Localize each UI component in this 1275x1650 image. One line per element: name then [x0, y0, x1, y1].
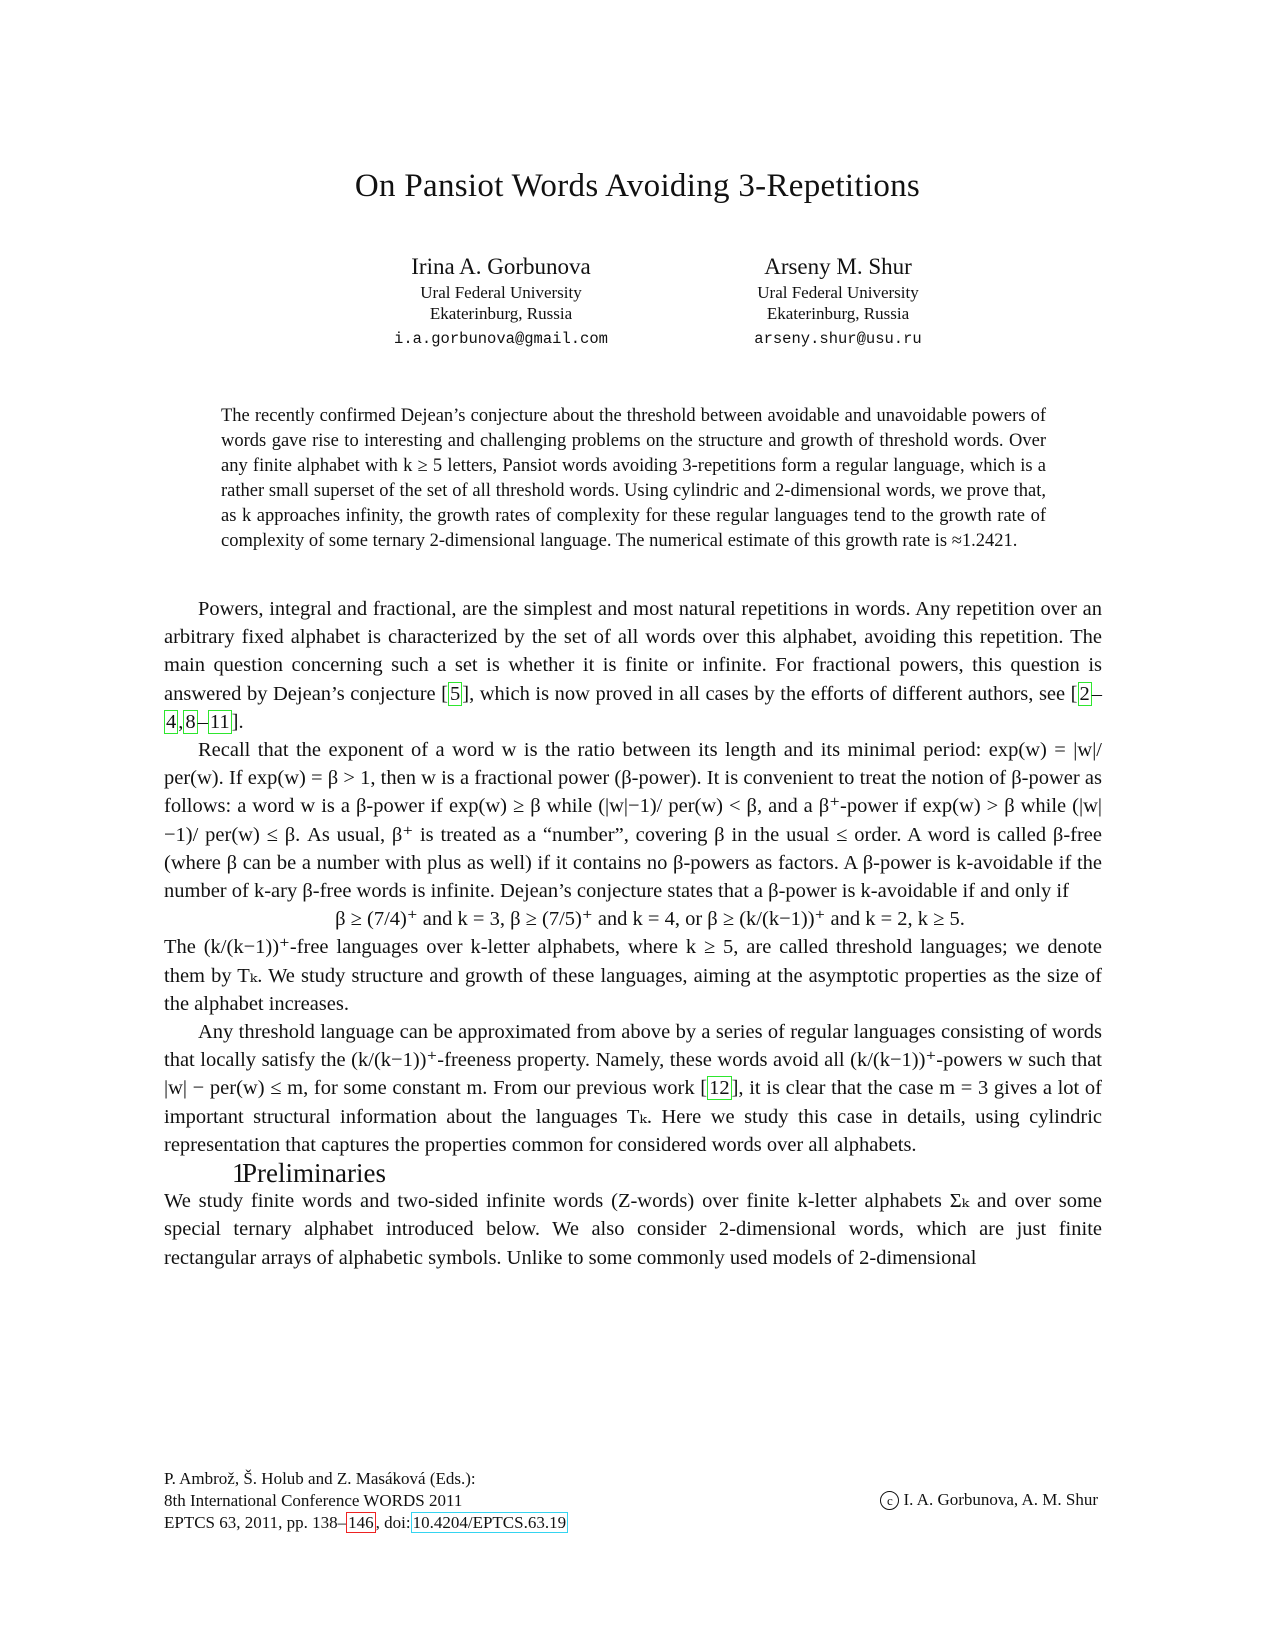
paragraph: [164, 736, 1102, 905]
section-title: Preliminaries: [242, 1158, 386, 1189]
paper-body: [164, 595, 1102, 1272]
author-location: Ekaterinburg, Russia: [429, 304, 573, 323]
author-block-2: [688, 252, 988, 354]
paragraph-text: ].: [231, 710, 244, 733]
paragraph: [164, 933, 1102, 1018]
author-email[interactable]: i.a.gorbunova@gmail.com: [394, 330, 608, 348]
doi-link[interactable]: 10.4204/EPTCS.63.19: [412, 1513, 567, 1532]
author-location: Ekaterinburg, Russia: [766, 304, 910, 323]
paragraph-text: Any threshold language can be approximated from above by a series of regular languages consisting of words that locally satisfy the (k/(k−1))⁺-freeness property. Namely, these words avoid all (k/(k−1))⁺-powers w such that |w| − per(w) ≤ m, for some constant m. From our previous work [: [164, 1021, 1102, 1100]
paragraph-text: ], it is clear that the case m = 3 gives a lot of important structural information about the languages Tₖ. Here we study this case in details, using cylindric representation that captures the properties common for considered words over all alphabets.: [164, 1077, 1102, 1156]
paragraph-text: ,: [178, 710, 184, 733]
paragraph: [164, 1018, 1102, 1159]
paragraph-text: Powers, integral and fractional, are the simplest and most natural repetitions in words. Any repetition over an arbitrary fixed alphabet is characterized by the set of all words over this alphabet, avoiding this repetition. The main question concerning such a set is whether it is finite or infinite. For fractional powers, this question is answered by Dejean’s conjecture [: [164, 598, 1102, 705]
paragraph: [164, 1187, 1102, 1272]
paragraph-text: Recall that the exponent of a word w is the ratio between its length and its minimal period: exp(w) = |w|/ per(w). If exp(w) = β > 1, then w is a fractional power (β-power). It is convenient to treat the notion of β-power as follows: a word w is a β-power if exp(w) ≥ β while (|w|−1)/ per(w) < β, and a β⁺-power if exp(w) > β while (|w|−1)/ per(w) ≤ β. As usual, β⁺ is treated as a “number”, covering β in the usual ≤ order. A word is called β-free (where β can be a number with plus as well) if it contains no β-powers as factors. A β-power is k-avoidable if the number of k-ary β-free words is infinite. Dejean’s conjecture states that a β-power is k-avoidable if and only if: [164, 739, 1102, 903]
copyright-holders: I. A. Gorbunova, A. M. Shur: [903, 1490, 1098, 1509]
paragraph-text: –: [1091, 682, 1102, 705]
copyright: [880, 1490, 1098, 1510]
citation-link[interactable]: 2: [1079, 682, 1090, 705]
author-block-1: [351, 252, 651, 354]
abstract: The recently confirmed Dejean’s conjecture about the threshold between avoidable and unavoidable powers of words gave rise to interesting and challenging problems on the structure and growth of threshold words. Over any finite alphabet with k ≥ 5 letters, Pansiot words avoiding 3-repetitions form a regular language, which is a rather small superset of the set of all threshold words. Using cylindric and 2-dimensional words, we prove that, as k approaches infinity, the growth rates of complexity for these regular languages tend to the growth rate of complexity of some ternary 2-dimensional language. The numerical estimate of this growth rate is ≈1.2421.: [221, 406, 1046, 551]
copyright-icon: c: [880, 1491, 899, 1510]
citation-link[interactable]: 5: [450, 682, 461, 705]
last-page-link[interactable]: 146: [348, 1513, 374, 1532]
author-name: Arseny M. Shur: [764, 254, 912, 279]
citation-link[interactable]: 8: [185, 710, 196, 733]
author-affiliation: Ural Federal University: [420, 283, 582, 302]
footer-conference: 8th International Conference WORDS 2011: [164, 1491, 463, 1510]
footer-series: EPTCS 63, 2011, pp. 138–: [164, 1513, 347, 1532]
author-email[interactable]: arseny.shur@usu.ru: [754, 330, 922, 348]
section-heading: [164, 1159, 1102, 1187]
author-name: Irina A. Gorbunova: [411, 254, 591, 279]
section-number: 1: [232, 1158, 246, 1189]
paragraph-text: The (k/(k−1))⁺-free languages over k-letter alphabets, where k ≥ 5, are called threshold languages; we denote them by Tₖ. We study structure and growth of these languages, aiming at the asymptotic properties as the size of the alphabet increases.: [164, 936, 1102, 1015]
paragraph-text: We study finite words and two-sided infinite words (Z-words) over finite k-letter alphabets Σₖ and over some special ternary alphabet introduced below. We also consider 2-dimensional words, which are just finite rectangular arrays of alphabetic symbols. Unlike to some commonly used models of 2-dimensional: [164, 1190, 1102, 1269]
citation-link[interactable]: 12: [709, 1077, 730, 1100]
doi-label: , doi:: [375, 1513, 411, 1532]
footer-editors: P. Ambrož, Š. Holub and Z. Masáková (Eds.):: [164, 1469, 476, 1488]
footer-citation: [164, 1468, 568, 1534]
citation-link[interactable]: 11: [209, 710, 230, 733]
paragraph-text: –: [197, 710, 208, 733]
paragraph-text: ], which is now proved in all cases by the efforts of different authors, see [: [462, 682, 1078, 705]
citation-link[interactable]: 4: [166, 710, 177, 733]
paragraph: [164, 595, 1102, 736]
paper-title: On Pansiot Words Avoiding 3-Repetitions: [354, 168, 921, 204]
display-equation: β ≥ (7/4)⁺ and k = 3, β ≥ (7/5)⁺ and k = 4, or β ≥ (k/(k−1))⁺ and k = 2, k ≥ 5.: [335, 908, 965, 931]
author-affiliation: Ural Federal University: [757, 283, 919, 302]
